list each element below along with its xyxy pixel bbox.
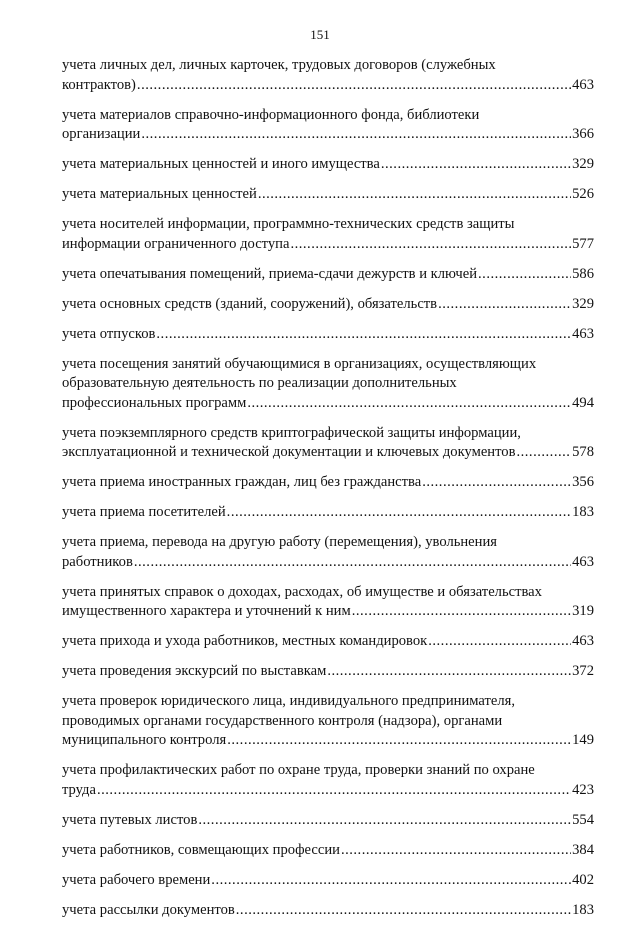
index-entry — [62, 662, 594, 682]
dot-leader — [211, 871, 571, 891]
entry-page-number: 183 — [572, 901, 594, 918]
entry-last-line — [62, 185, 594, 205]
entry-title: профессиональных программ — [62, 394, 247, 411]
entry-title: работников — [62, 553, 133, 570]
dot-leader — [428, 632, 571, 652]
entry-title: имущественного характера и уточнений к ним — [62, 603, 351, 619]
dot-leader — [422, 473, 571, 493]
entry-text-line: учета принятых справок о доходах, расходах, об имуществе и обязательствах — [62, 583, 542, 600]
entry-page-number: 463 — [572, 633, 594, 649]
dot-leader — [478, 265, 571, 285]
entry-title: учета материальных ценностей — [62, 186, 257, 202]
entry-last-line — [62, 632, 594, 652]
entry-page-number: 526 — [572, 186, 594, 202]
index-entry — [62, 583, 594, 622]
entry-title: учета проведения экскурсий по выставкам — [62, 663, 327, 679]
entry-page-number: 463 — [572, 76, 594, 93]
index-entries — [62, 56, 594, 931]
index-entry — [62, 811, 594, 831]
entry-page-number: 366 — [572, 126, 594, 142]
entry-last-line — [62, 841, 594, 861]
index-entry — [62, 841, 594, 861]
index-entry — [62, 106, 594, 145]
entry-text-line: образовательную деятельность по реализации дополнительных — [62, 375, 457, 391]
dot-leader — [156, 325, 571, 345]
entry-page-number: 463 — [572, 553, 594, 570]
entry-title: муниципального контроля — [62, 732, 227, 748]
index-entry — [62, 325, 594, 345]
entry-page-number: 149 — [572, 732, 594, 748]
entry-title: учета приема посетителей — [62, 504, 226, 520]
dot-leader — [352, 602, 571, 622]
entry-last-line — [62, 235, 594, 255]
dot-leader — [227, 503, 571, 523]
entry-title: учета материальных ценностей и иного имущества — [62, 156, 380, 172]
dot-leader — [198, 811, 571, 831]
entry-last-line — [62, 553, 594, 573]
entry-last-line — [62, 871, 594, 891]
entry-last-line — [62, 76, 594, 96]
index-entry — [62, 56, 594, 95]
dot-leader — [290, 235, 571, 255]
entry-last-line — [62, 662, 594, 682]
entry-last-line — [62, 901, 594, 921]
index-entry — [62, 533, 594, 572]
index-entry — [62, 503, 594, 523]
dot-leader — [236, 901, 571, 921]
entry-page-number: 384 — [572, 841, 594, 858]
index-entry — [62, 424, 594, 463]
index-entry — [62, 355, 594, 414]
entry-last-line — [62, 473, 594, 493]
dot-leader — [381, 155, 571, 175]
entry-title: информации ограниченного доступа — [62, 235, 290, 252]
entry-page-number: 356 — [572, 474, 594, 490]
index-entry — [62, 871, 594, 891]
entry-last-line — [62, 125, 594, 145]
page-number: 151 — [310, 27, 330, 42]
index-entry — [62, 473, 594, 493]
entry-last-line — [62, 325, 594, 345]
entry-last-line — [62, 731, 594, 751]
entry-last-line — [62, 602, 594, 622]
entry-text-line: учета поэкземплярного средств криптографической защиты информации, — [62, 424, 521, 441]
index-entry — [62, 265, 594, 285]
entry-page-number: 463 — [572, 325, 594, 342]
entry-page-number: 554 — [572, 811, 594, 828]
index-entry — [62, 155, 594, 175]
entry-page-number: 329 — [572, 295, 594, 312]
entry-last-line — [62, 443, 594, 463]
dot-leader — [97, 781, 571, 801]
entry-title: контрактов) — [62, 76, 136, 93]
entry-title: учета прихода и ухода работников, местных командировок — [62, 633, 428, 649]
entry-text-line: учета профилактических работ по охране труда, проверки знаний по охране — [62, 762, 535, 778]
entry-last-line — [62, 503, 594, 523]
entry-title: учета опечатывания помещений, приема-сдачи дежурств и ключей — [62, 265, 478, 282]
entry-page-number: 577 — [572, 235, 594, 252]
index-entry — [62, 215, 594, 254]
index-entry — [62, 632, 594, 652]
entry-page-number: 183 — [572, 504, 594, 520]
dot-leader — [247, 394, 571, 414]
entry-title: учета рассылки документов — [62, 901, 235, 918]
entry-page-number: 423 — [572, 781, 594, 798]
entry-last-line — [62, 265, 594, 285]
entry-text-line: учета носителей информации, программно-технических средств защиты — [62, 216, 515, 232]
dot-leader — [258, 185, 571, 205]
entry-last-line — [62, 295, 594, 315]
entry-text-line: проводимых органами государственного контроля (надзора), органами — [62, 712, 503, 729]
entry-title: учета путевых листов — [62, 811, 198, 828]
entry-title: учета приема иностранных граждан, лиц без гражданства — [62, 474, 422, 490]
index-entry — [62, 761, 594, 800]
dot-leader — [137, 76, 571, 96]
entry-text-line: учета приема, перевода на другую работу (перемещения), увольнения — [62, 534, 497, 550]
entry-text-line: учета личных дел, личных карточек, трудовых договоров (служебных — [62, 57, 496, 73]
dot-leader — [327, 662, 571, 682]
entry-title: учета работников, совмещающих профессии — [62, 841, 340, 858]
entry-text-line: учета посещения занятий обучающимися в организациях, осуществляющих — [62, 355, 537, 372]
entry-last-line — [62, 155, 594, 175]
entry-page-number: 586 — [572, 265, 594, 282]
dot-leader — [227, 731, 571, 751]
index-entry — [62, 185, 594, 205]
entry-page-number: 319 — [572, 603, 594, 619]
dot-leader — [438, 295, 571, 315]
entry-title: организации — [62, 126, 141, 142]
index-entry — [62, 295, 594, 315]
index-entry — [62, 901, 594, 921]
dot-leader — [141, 125, 571, 145]
entry-title: эксплуатационной и технической документации и ключевых документов — [62, 444, 516, 460]
entry-title: труда — [62, 781, 96, 798]
entry-page-number: 329 — [572, 156, 594, 172]
entry-page-number: 402 — [572, 871, 594, 888]
entry-last-line — [62, 781, 594, 801]
entry-title: учета отпусков — [62, 325, 156, 342]
index-entry — [62, 692, 594, 751]
dot-leader — [134, 553, 571, 573]
entry-title: учета рабочего времени — [62, 871, 211, 888]
entry-text-line: учета материалов справочно-информационного фонда, библиотеки — [62, 106, 480, 123]
entry-last-line — [62, 394, 594, 414]
dot-leader — [516, 443, 571, 463]
entry-text-line: учета проверок юридического лица, индивидуального предпринимателя, — [62, 693, 515, 709]
entry-page-number: 494 — [572, 394, 594, 411]
dot-leader — [341, 841, 571, 861]
entry-last-line — [62, 811, 594, 831]
entry-title: учета основных средств (зданий, сооружений), обязательств — [62, 295, 438, 312]
entry-page-number: 372 — [572, 663, 594, 679]
entry-page-number: 578 — [572, 444, 594, 460]
